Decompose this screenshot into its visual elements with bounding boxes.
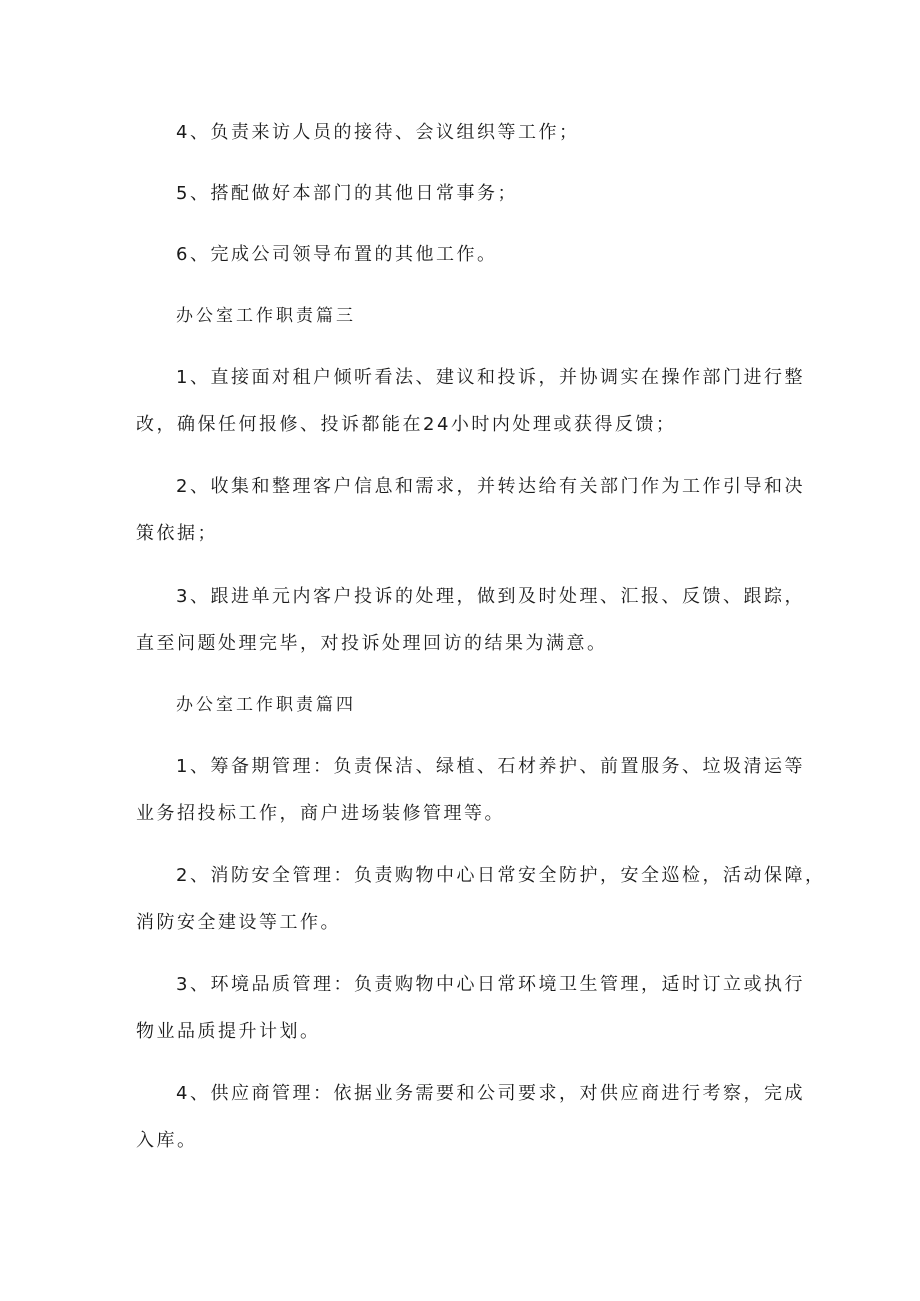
- text-line: 2、消防安全管理：负责购物中心日常安全防护，安全巡检，活动保障，: [176, 865, 826, 886]
- text-line: 5、搭配做好本部门的其他日常事务；: [176, 183, 518, 204]
- text-line: 业务招投标工作，商户进场装修管理等。: [136, 803, 505, 824]
- text-line: 1、筹备期管理：负责保洁、绿植、石材养护、前置服务、垃圾清运等: [176, 756, 805, 777]
- text-line: 物业品质提升计划。: [136, 1021, 321, 1042]
- text-line: 4、负责来访人员的接待、会议组织等工作；: [176, 122, 580, 143]
- text-line: 消防安全建设等工作。: [136, 912, 341, 933]
- text-line: 入库。: [136, 1130, 198, 1151]
- text-line: 3、环境品质管理：负责购物中心日常环境卫生管理，适时订立或执行: [176, 974, 805, 995]
- section-heading: 办公室工作职责篇三: [176, 306, 356, 326]
- text-line: 直至问题处理完毕，对投诉处理回访的结果为满意。: [136, 633, 608, 654]
- text-line: 4、供应商管理：依据业务需要和公司要求，对供应商进行考察，完成: [176, 1083, 805, 1104]
- text-line: 1、直接面对租户倾听看法、建议和投诉，并协调实在操作部门进行整: [176, 367, 805, 388]
- text-line: 2、收集和整理客户信息和需求，并转达给有关部门作为工作引导和决: [176, 476, 805, 497]
- text-line: 6、完成公司领导布置的其他工作。: [176, 244, 498, 265]
- text-line: 3、跟进单元内客户投诉的处理，做到及时处理、汇报、反馈、跟踪，: [176, 586, 805, 607]
- section-heading: 办公室工作职责篇四: [176, 695, 356, 715]
- text-line: 改，确保任何报修、投诉都能在24小时内处理或获得反馈；: [136, 414, 677, 435]
- text-line: 策依据；: [136, 523, 218, 544]
